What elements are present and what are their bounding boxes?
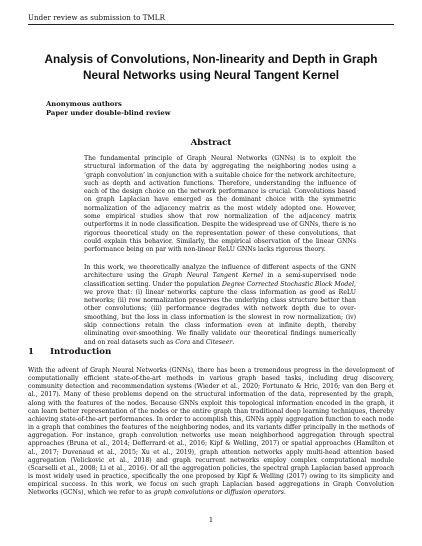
introduction-paragraph bbox=[28, 367, 394, 498]
abstract-text: In this work, we theoretically analyze the influence of different aspects of the GNN architecture using the bbox=[84, 264, 356, 280]
body-emphasis: diffusion operators bbox=[224, 489, 284, 497]
section-number: 1 bbox=[28, 347, 34, 357]
abstract-text: , we prove that: (i) linear networks capture the class information as good as ReLU networks; (ii) row normalization preserves the underlying class structure better than other convolutions; (iii) performance degrades with network depth due to over-smoothing, but the loss in class information is the slowest in row normalization; (iv) skip connections retain the class information even at infinite depth, thereby eliminating over-smoothing. We finally validate our theoretical findings numerically and on real datasets such as bbox=[84, 280, 356, 346]
abstract-emphasis: Cora bbox=[175, 338, 191, 346]
body-text: or bbox=[213, 489, 225, 497]
running-head: Under review as submission to TMLR bbox=[28, 13, 165, 22]
author-block bbox=[46, 100, 171, 118]
abstract-text: . bbox=[232, 338, 235, 346]
section-title: Introduction bbox=[50, 347, 112, 357]
page-number: 1 bbox=[208, 516, 214, 524]
abstract-paragraph-1: The fundamental principle of Graph Neural Networks (GNNs) is to exploit the structural information of the data by aggregating the neighboring nodes using a ‘graph convolution’ in conjunction with a suitable choice for the network architecture, such as depth and activation functions. Therefore, understanding the influence of each of the design choice on the network performance is crucial. Convolutions based on graph Laplacian have emerged as the dominant choice with the symmetric normalization of the adjacency matrix as the most widely adopted one. However, some empirical studies show that row normalization of the adjacency matrix outperforms it in node classification. Despite the widespread use of GNNs, there is no rigorous theoretical study on the representation power of these convolutions, that could explain this behavior. Similarly, the empirical observation of the linear GNNs performance being on par with non-linear ReLU GNNs lacks rigorous theory. bbox=[84, 155, 356, 254]
body-text: . bbox=[283, 489, 286, 497]
abstract-emphasis: Citeseer bbox=[205, 338, 233, 346]
abstract-text: in a semi-supervised node classification setting. Under the population bbox=[84, 272, 356, 288]
abstract-emphasis: Degree Corrected Stochastic Block Model bbox=[221, 280, 355, 288]
abstract-emphasis: Graph Neural Tangent Kernel bbox=[162, 272, 264, 280]
abstract-paragraph-2 bbox=[84, 264, 356, 347]
abstract-heading: Abstract bbox=[190, 138, 232, 148]
section-heading bbox=[28, 347, 111, 357]
paper-title: Analysis of Convolutions, Non-linearity and Depth in Graph Neural Networks using Neural Tangent Kernel bbox=[44, 52, 378, 82]
body-text: With the advent of Graph Neural Networks (GNNs), there has been a tremendous progress in the development of computationally efficient state-of-the-art methods in various graph based tasks, including drug discovery, community detection and recommendation systems (Wieder et al., 2020; Fortunato & Hric, 2016; van den Berg et al., 2017). Many of these problems depend on the structural information of the data, represented by the graph, along with the features of the nodes. Because GNNs exploit this topological information encoded in the graph, it can learn better representation of the nodes or the entire graph than traditional deep learning techniques, thereby achieving state-of-the-art performances. In order to accomplish this, GNNs apply aggregation function to each node in a graph that combines the features of the neighboring nodes, and its variants differ principally in the methods of aggregation. For instance, graph convolution networks use mean neighborhood aggregation through spectral approaches (Bruna et al., 2014; Defferrard et al., 2016; Kipf & Welling, 2017) or spatial approaches (Hamilton et al., 2017; Duvenaud et al., 2015; Xu et al., 2019), graph attention networks apply multi-head attention based aggregation (Velickovic et al., 2018) and graph recurrent networks employ complex computational module (Scarselli et al., 2008; Li et al., 2016). Of all the aggregation policies, the spectral graph Laplacian based approach is most widely used in practice, specifically the one proposed by Kipf & Welling (2017) owing to its simplicity and empirical success. In this work, we focus on such graph Laplacian based aggregations in Graph Convolution Networks (GCNs), which we refer to as bbox=[28, 367, 394, 497]
review-note: Paper under double-blind review bbox=[46, 109, 171, 117]
authors: Anonymous authors bbox=[46, 100, 122, 108]
abstract-text: and bbox=[190, 338, 206, 346]
header-rule bbox=[28, 24, 394, 25]
body-emphasis: graph convolutions bbox=[153, 489, 214, 497]
